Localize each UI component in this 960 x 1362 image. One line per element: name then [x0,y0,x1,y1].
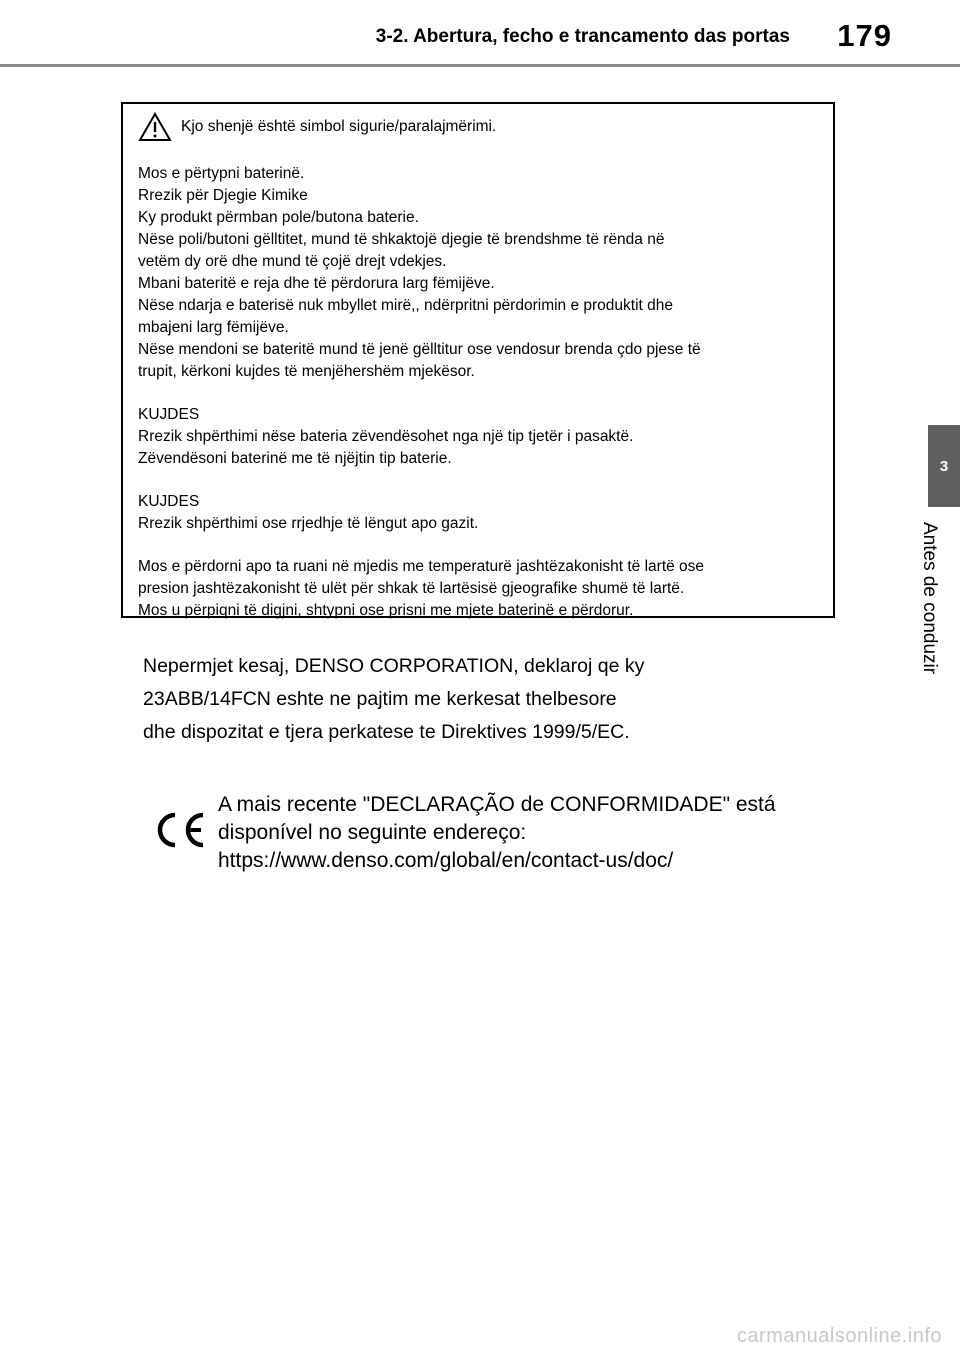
section-title: 3-2. Abertura, fecho e trancamento das portas [375,26,790,47]
warning-line: Mos e përtypni baterinë. [138,165,305,182]
conformity-url: https://www.denso.com/global/en/contact-us/doc/ [218,849,674,872]
page-number: 179 [837,18,892,53]
warning-line: trupit, kërkoni kujdes të menjëhershëm mjekësor. [138,363,475,380]
warning-intro [138,112,819,142]
warning-line: presion jashtëzakonisht të ulët për shkak të lartësisë gjeografike shumë të lartë. [138,580,685,597]
warning-line: Mos e përdorni apo ta ruani në mjedis me temperaturë jashtëzakonisht të lartë ose [138,558,705,575]
declaration-line: 23ABB/14FCN eshte ne pajtim me kerkesat thelbesore [143,688,617,710]
chapter-tab [928,425,960,507]
ce-mark-icon [155,811,207,849]
warning-paragraph-replacement [138,404,819,470]
warning-paragraph-ingestion [138,163,819,383]
warning-line: Rrezik shpërthimi nëse bateria zëvendësohet nga një tip tjetër i pasaktë. [138,428,634,445]
conformity-line: A mais recente "DECLARAÇÃO de CONFORMIDADE" está [218,793,776,816]
warning-line: Mos u përpiqni të digjni, shtypni ose prisni me mjete baterinë e përdorur. [138,602,634,619]
warning-line: mbajeni larg fëmijëve. [138,319,289,336]
warning-line: Nëse ndarja e baterisë nuk mbyllet mirë,, ndërpritni përdorimin e produktit dhe [138,297,674,314]
declaration-line: dhe dispozitat e tjera perkatese te Direktives 1999/5/EC. [143,721,630,743]
warning-paragraph-leakage [138,491,819,535]
warning-line: Nëse poli/butoni gëlltitet, mund të shkaktojë djegie të brendshme të rënda në [138,231,665,248]
warning-triangle-icon [138,112,172,142]
declaration-line: Nepermjet kesaj, DENSO CORPORATION, deklaroj qe ky [143,655,645,677]
chapter-number: 3 [939,457,949,475]
warning-line: Rrezik për Djegie Kimike [138,187,308,204]
denso-declaration [143,650,644,749]
warning-line: Ky produkt përmban pole/butona baterie. [138,209,419,226]
warning-line: Mbani bateritë e reja dhe të përdorura larg fëmijëve. [138,275,495,292]
chapter-label: Antes de conduzir [919,522,940,675]
watermark: carmanualsonline.info [736,1325,942,1347]
conformity-text [218,791,776,875]
battery-warning-box [121,102,835,618]
warning-line: Zëvendësoni baterinë me të njëjtin tip baterie. [138,450,452,467]
warning-line: Nëse mendoni se bateritë mund të jenë gëlltitur ose vendosur brenda çdo pjese të [138,341,701,358]
warning-heading: KUJDES [138,493,200,510]
warning-paragraph-environment [138,556,819,622]
warning-line: vetëm dy orë dhe mund të çojë drejt vdekjes. [138,253,447,270]
conformity-line: disponível no seguinte endereço: [218,821,527,844]
warning-heading: KUJDES [138,406,200,423]
warning-intro-text: Kjo shenjë është simbol sigurie/paralajmërimi. [181,118,497,135]
warning-line: Rrezik shpërthimi ose rrjedhje të lëngut apo gazit. [138,515,479,532]
header-divider [0,64,960,67]
